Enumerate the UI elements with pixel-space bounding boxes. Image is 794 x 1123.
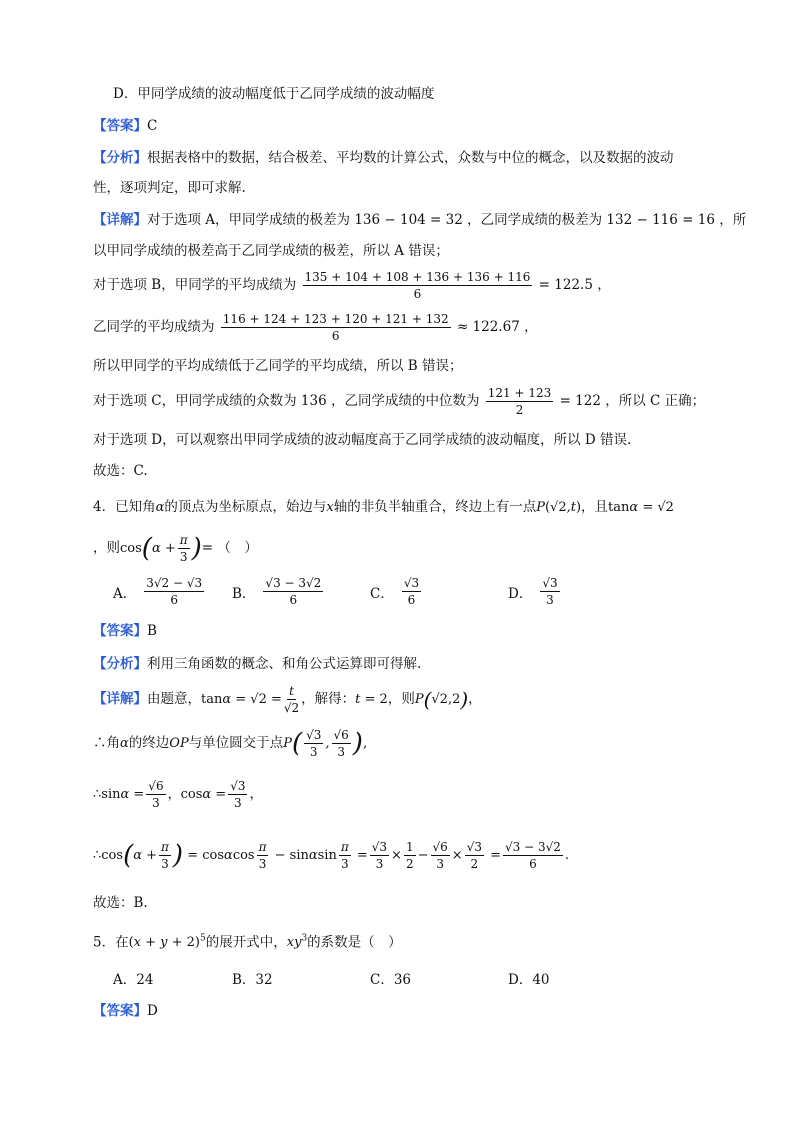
text: ≈ 122.67 ， [456,319,538,335]
text: 5．在 [93,934,129,951]
denominator: 6 [289,593,298,607]
q3-detail-4 [93,310,538,344]
text: = 122.5 ， [538,277,611,293]
fraction [486,385,554,418]
text: ∴角 [93,735,120,751]
q4-answer [93,621,157,641]
text: = （ ） [201,540,258,556]
q3-analysis-2: 性，逐项判定，即可求解. [93,180,246,196]
option-label: B． [232,585,256,602]
math-binomial: $(x + y + 2)^5$ [128,934,206,951]
answer-value: C [147,118,158,134]
numerator: 3√2 − √3 [146,576,203,590]
q3-detail-1 [93,210,746,230]
text: 对于选项 B，甲同学的平均成绩为 [93,277,297,293]
numerator: √3 [542,576,558,590]
analysis-text: 利用三角函数的概念、和角公式运算即可得解. [147,656,422,672]
text: 轴的非负半轴重合，终边上有一点 [333,499,537,515]
denominator: 6 [407,593,416,607]
math-xy3: $xy^3$ [286,934,308,951]
q4-stem-2 [93,530,258,567]
answer-tag: 【 答案 】 [93,1003,147,1019]
text: ， [249,786,263,802]
q4-detail-3 [93,774,263,815]
q5-option-c[interactable]: C．36 [370,972,412,988]
option-fraction [263,575,323,608]
denominator: 2 [515,403,524,417]
denominator: 3 [546,593,554,607]
q4-analysis [93,654,421,674]
q3-analysis-1 [93,148,674,168]
q3-detail-2: 以甲同学成绩的极差高于乙同学成绩的极差，所以 A 错误； [93,243,449,259]
math-cos-expr: cos(α + $\frac{\pi}{3}$ ) [120,533,202,564]
math-tan: tanα = √2 [608,500,674,515]
math-alpha: α [120,736,129,751]
analysis-tag: 【 分析 】 [93,150,147,166]
denominator: 6 [170,593,179,607]
denominator: 6 [331,329,340,343]
q3-option-d: D．甲同学成绩的波动幅度低于乙同学成绩的波动幅度 [113,86,435,102]
text: 的终边 [128,735,170,751]
option-fraction [144,575,204,608]
q4-stem-1 [93,497,674,518]
math-alpha: α [155,500,165,515]
numerator: √3 − 3√2 [265,576,322,590]
q3-detail-6 [93,384,705,418]
detail-text: 对于选项 A，甲同学成绩的极差为 136 − 104 = 32 ，乙同学成绩的极差为 132 − 116 = 16 ，所 [147,212,747,228]
numerator: √3 [403,576,420,590]
text: ， [468,691,482,707]
option-label: A． [113,585,137,602]
math-point: P(√2,2) [414,687,469,712]
option-fraction [540,575,559,608]
q4-option-c[interactable] [370,575,423,608]
numerator: 121 + 123 [487,386,552,400]
q3-conclusion: 故选：C. [93,463,148,479]
answer-tag: 【 答案 】 [93,118,147,134]
analysis-text: 根据表格中的数据，结合极差、平均数的计算公式，众数与中位的概念，以及数据的波动 [147,150,674,166]
text: 对于选项 C，甲同学成绩的众数为 136 ，乙同学成绩的中位数为 [93,393,480,409]
math-cos-expansion: ∴cos(α + $\frac{\pi}{3}$ ) = cosαcos $\frac{\pi}{3}$ − sinαsin $\frac{\pi}{3}$ = $\frac{√3}{3}$ × $\frac{1}{2}$ − $\frac{√6}{3}$ × $\frac{√3}{2}$ = $\frac{√3 - 3√2}{6}$ . [93,840,570,871]
detail-tag: 【 详解 】 [93,691,147,707]
math-point-p: P(√2,t) [536,500,582,515]
denominator: 6 [413,287,422,301]
text: ，解得： [301,691,356,707]
text: = 122 ，所以 C 正确； [559,393,706,409]
text: ，则 [387,691,415,707]
math-op: OP [169,736,189,751]
text: 由题意， [147,691,201,707]
text: 的顶点为坐标原点，始边与 [164,499,327,515]
numerator: 135 + 104 + 108 + 136 + 136 + 116 [304,270,531,284]
text: 的系数是（ ） [307,934,402,951]
q4-detail-2: ∴角α的终边OP与单位圆交于点P( $\frac{√3}{3}$ , $\frac{√6}{3}$ ), [93,728,368,759]
q5-option-b[interactable]: B．32 [232,972,273,988]
text: 4．已知角 [93,499,156,515]
q5-option-d[interactable]: D．40 [508,972,550,988]
math-sin-cos: ∴sinα = $\frac{√6}{3}$ ，cosα = $\frac{√3}{3}$ [93,779,246,810]
q5-option-a[interactable]: A．24 [113,972,154,988]
q3-detail-7: 对于选项 D，可以观察出甲同学成绩的波动幅度高于乙同学成绩的波动幅度，所以 D 错误. [93,432,632,448]
option-fraction [402,575,421,608]
q3-detail-3 [93,268,611,302]
text: 乙同学的平均成绩为 [93,319,215,335]
text: 的展开式中， [205,934,287,951]
q4-conclusion: 故选：B. [93,895,148,911]
q4-option-a[interactable] [113,575,206,608]
analysis-tag: 【 分析 】 [93,656,147,672]
numerator: 116 + 124 + 123 + 120 + 121 + 132 [222,312,449,326]
option-label: C． [370,585,394,602]
q5-stem [93,929,402,953]
detail-tag: 【 详解 】 [93,212,147,228]
fraction [303,269,533,302]
q3-detail-5: 所以甲同学的平均成绩低于乙同学的平均成绩，所以 B 错误； [93,358,463,374]
option-label: D． [508,585,533,602]
math-tan-eq: tanα = √2 = $\frac{t}{√2}$ [201,684,300,715]
answer-tag: 【 答案 】 [93,623,147,639]
math-t-eq: t = 2 [355,692,388,707]
answer-value: B [147,623,157,639]
q4-detail-4 [93,834,569,877]
q4-detail-1 [93,680,482,719]
answer-value: D [147,1003,158,1019]
text: 与单位圆交于点 [188,735,284,751]
q4-option-b[interactable] [232,575,325,608]
q5-answer [93,1001,158,1021]
q4-option-d[interactable] [508,575,562,608]
q3-answer [93,116,157,136]
fraction [221,311,451,344]
text: ，且 [581,499,609,515]
math-point-unit: P( $\frac{√3}{3}$ , $\frac{√6}{3}$ ) [283,728,363,759]
text: ，则 [93,540,120,556]
math-x: x [326,500,334,515]
